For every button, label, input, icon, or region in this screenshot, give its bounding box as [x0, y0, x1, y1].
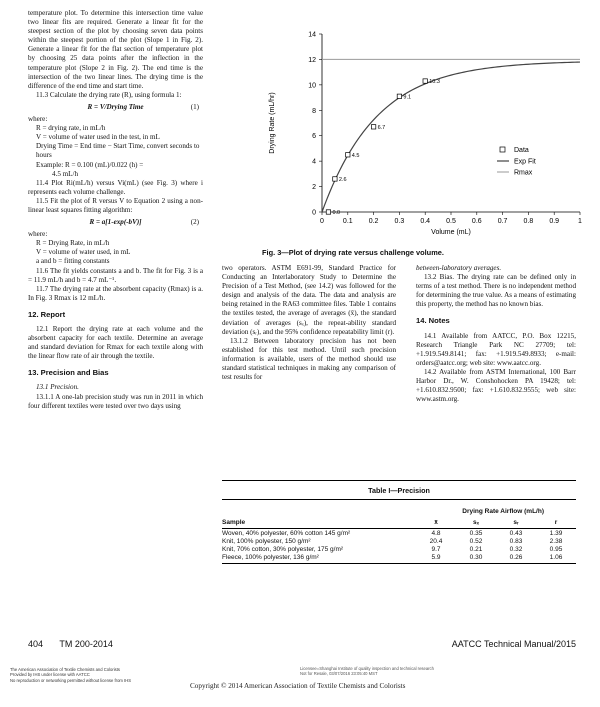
column-header: x̄ [416, 517, 456, 529]
drying-rate-chart [262, 26, 592, 240]
table-title: Table I—Precision [222, 480, 576, 500]
example-result: 4.5 mL/h [52, 169, 79, 178]
paragraph: temperature plot. To determine this intersection time value two linear fits are required. Generate a linear fit for the steepest section of the plot by choosing seven data points within the steepest portion of the plot (Slope 1 in Fig. 2). Generate a linear fit for the flat section of temperature plot by choosing 25 data points after the inflection in the temperature plot (Slope 2 in Fig. 2). The end time is the intersection of the two linear lines. The drying time is the difference of the end time and start time. [28, 9, 203, 90]
paragraph: 11.7 The drying rate at the absorbent capacity (Rmax) is a. In Fig. 3 Rmax is 12 mL/h. [28, 284, 203, 302]
definition: V = volume of water used, in mL [36, 248, 131, 257]
data-label: 2.6 [338, 176, 347, 183]
table-cell: 0.21 [469, 545, 483, 553]
x-tick-label: 1 [578, 218, 582, 225]
table-cell: Knit, 100% polyester, 150 g/m² [222, 537, 311, 545]
subsection-title: 13.1 Precision. [36, 383, 79, 392]
x-tick-label: 0 [320, 218, 324, 225]
definition: V = volume of water used in the test, in mL [36, 133, 160, 142]
chart-axes [269, 32, 582, 237]
chart-marks [322, 59, 580, 216]
chart-legend [497, 147, 536, 177]
column-header: sₓ [456, 517, 496, 529]
x-tick-label: 0.1 [342, 218, 353, 225]
table-row [222, 545, 576, 553]
paragraph: 11.6 The fit yields constants a and b. The fit for Fig. 3 is a = 11.9 mL/h and b = 4.7 mL⁻¹. [28, 266, 203, 284]
fine-line: Provided by IHS under license with AATCC [10, 672, 90, 678]
section-heading: 14. Notes [416, 316, 450, 326]
precision-table [222, 480, 576, 564]
equation-text: R = V/Drying Time [87, 102, 144, 111]
paragraph: 11.5 Fit the plot of R versus V to Equation 2 using a non-linear least squares fitting algorithm: [28, 196, 203, 214]
section-heading: 12. Report [28, 309, 66, 319]
table-row [222, 537, 576, 545]
table-cell: 0.26 [496, 553, 536, 563]
note: 14.1 Available from AATCC, P.O. Box 12215, Research Triangle Park NC 27709; tel: +1.919.549.8141; fax: +1.919.549.8933; e-mail: orders@aatcc.org; web site: www.aatcc.org. [416, 331, 576, 367]
paragraph: 13.1.1 A one-lab precision study was run in 2011 in which four different textiles were tested over two days using [28, 392, 203, 410]
paragraph: 13.2 Bias. The drying rate can be defined only in terms of a test method. There is no independent method for determining the true value. As a means of estimating this property, the method has no known bias. [416, 273, 576, 309]
data-point [346, 153, 350, 157]
table-cell: 0.30 [456, 553, 496, 563]
table-row [222, 553, 576, 563]
x-tick-label: 0.9 [549, 218, 560, 225]
table-cell: 20.4 [429, 537, 443, 545]
x-tick-label: 0.7 [497, 218, 508, 225]
y-tick-label: 6 [312, 133, 316, 141]
table-group-header: Drying Rate Airflow (mL/h) [462, 508, 544, 515]
legend-label-data: Data [514, 147, 529, 154]
data-point [333, 177, 337, 181]
table-cell: 1.06 [536, 553, 576, 563]
data-point [371, 125, 375, 129]
table-cell: 9.7 [431, 545, 441, 553]
paragraph: 13.1.2 Between laboratory precision has not been established for this test method. Until such precision information is available, users of the method should use standard statistical techniques in making any comparison of test results for [222, 336, 396, 382]
equation-number: (1) [190, 102, 199, 111]
x-tick-label: 0.4 [420, 218, 431, 225]
manual-title: AATCC Technical Manual/2015 [451, 639, 576, 649]
table-cell: 2.38 [549, 537, 563, 545]
x-tick-label: 0.6 [471, 218, 482, 225]
table-cell: Fleece, 100% polyester, 136 g/m² [222, 553, 416, 563]
precision-data [222, 517, 576, 564]
footer-left [28, 639, 127, 649]
exp-fit-curve [322, 62, 580, 212]
y-tick-label: 2 [312, 184, 316, 192]
x-tick-label: 0.2 [368, 218, 379, 225]
data-point [423, 79, 427, 83]
table-cell: 1.39 [549, 529, 563, 537]
paragraph: between-laboratory averages. [416, 264, 502, 272]
note: 14.2 Available from ASTM International, 100 Barr Harbor Dr., W. Conshohocken PA 19428; tel: +1.610.832.9500; fax: +1.610.832.9555; web site: www.astm.org. [416, 367, 576, 404]
y-tick-label: 4 [312, 158, 316, 166]
example: Example: R = 0.100 (mL)/0.022 (h) = [36, 160, 144, 169]
y-tick-label: 8 [312, 107, 316, 115]
table-cell: 0.83 [509, 537, 523, 545]
column-header: sᵣ [496, 517, 536, 529]
x-axis-title: Volume (mL) [431, 229, 471, 236]
y-tick-label: 14 [308, 31, 316, 39]
table-cell: 0.52 [469, 537, 483, 545]
table-cell: 0.35 [469, 529, 483, 537]
column-header: Sample [222, 517, 416, 529]
y-axis-title: Drying Rate (mL/hr) [269, 92, 276, 154]
data-label: 6.7 [377, 124, 386, 131]
licensee-stamp [300, 666, 434, 677]
fine-line: Licensee=Shanghai Institute of quality inspection and technical research [300, 666, 434, 671]
data-point [397, 94, 401, 98]
table-cell: 5.9 [416, 553, 456, 563]
paragraph: 11.4 Plot Ri(mL/h) versus Vi(mL) (see Fig. 3) where i represents each volume challenge. [28, 178, 203, 196]
table-cell: 0.43 [509, 529, 523, 537]
table-cell: 0.95 [549, 545, 563, 553]
definition: Drying Time = End time − Start Time, convert seconds to hours [36, 142, 200, 160]
x-tick-label: 0.5 [446, 218, 456, 225]
middle-column [222, 264, 396, 382]
where-label: where: [28, 230, 48, 239]
left-column [28, 9, 203, 411]
paragraph: two operators. ASTM E691-99, Standard Practice for Conducting an Interlaboratory Study to Determine the Precision of a Test Method, (see 14.2) was followed for the design and analysis of the data. The data and analysis are being retained in the RA63 committee files. Table 1 contains the textiles tested, the average of averages (x̄), the standard deviation of averages (sₓ), the repeat-ability standard deviation (sᵣ), and the 95% confidence repeatability limit (r). [222, 264, 396, 336]
legend-label-fit: Exp Fit [514, 158, 536, 166]
x-tick-label: 0.8 [523, 218, 534, 225]
equation-text: R = a[1-exp(-bV)] [89, 218, 142, 227]
table-row [222, 529, 576, 538]
data-label: 0.0 [332, 210, 341, 216]
definition: R = drying rate, in mL/h [36, 124, 106, 133]
figure-caption: Fig. 3—Plot of drying rate versus challenge volume. [262, 248, 444, 257]
x-tick-label: 0.3 [394, 218, 405, 225]
fine-line: The American Association of Textile Chemists and Colorists [10, 667, 121, 672]
equation-1 [28, 103, 203, 112]
column-header: r [536, 517, 576, 529]
method-id: TM 200-2014 [59, 639, 113, 649]
section-heading: 13. Precision and Bias [28, 368, 109, 378]
definition: R = Drying Rate, in mL/h [36, 239, 110, 248]
legend-swatch-data [500, 147, 505, 152]
table-cell: 0.32 [509, 545, 523, 553]
table-cell: Woven, 40% polyester, 60% cotton 145 g/m² [222, 529, 351, 537]
license-fine-print [10, 667, 131, 683]
right-column [416, 264, 576, 404]
where-label: where: [28, 115, 48, 124]
paragraph: 12.1 Report the drying rate at each volume and the absorbent capacity for each textile. Determine an average and standard deviation for Rmax for each textile along with the linear flow rate of air through the textile. [28, 325, 203, 361]
table-cell: 4.8 [431, 529, 441, 537]
paragraph: 11.3 Calculate the drying rate (R), using formula 1: [36, 90, 182, 99]
data-label: 4.5 [351, 152, 360, 159]
copyright: Copyright © 2014 American Association of Textile Chemists and Colorists [190, 682, 406, 690]
equation-2 [28, 218, 203, 227]
fine-line: Not for Resale, 03/07/2016 23:05:40 MST [300, 671, 378, 677]
data-point [326, 210, 330, 214]
data-label: 10.3 [429, 79, 440, 86]
page-number: 404 [28, 639, 44, 649]
legend-label-rmax: Rmax [514, 169, 533, 177]
y-tick-label: 0 [312, 209, 316, 217]
table-cell: Knit, 70% cotton, 30% polyester, 175 g/m² [222, 545, 344, 553]
definition: a and b = fitting constants [36, 257, 110, 266]
y-tick-label: 10 [308, 82, 316, 90]
fine-line: No reproduction or networking permitted without license from IHS [10, 677, 132, 683]
data-label: 9.1 [403, 94, 412, 101]
equation-number: (2) [190, 218, 199, 227]
y-tick-label: 12 [308, 56, 316, 64]
